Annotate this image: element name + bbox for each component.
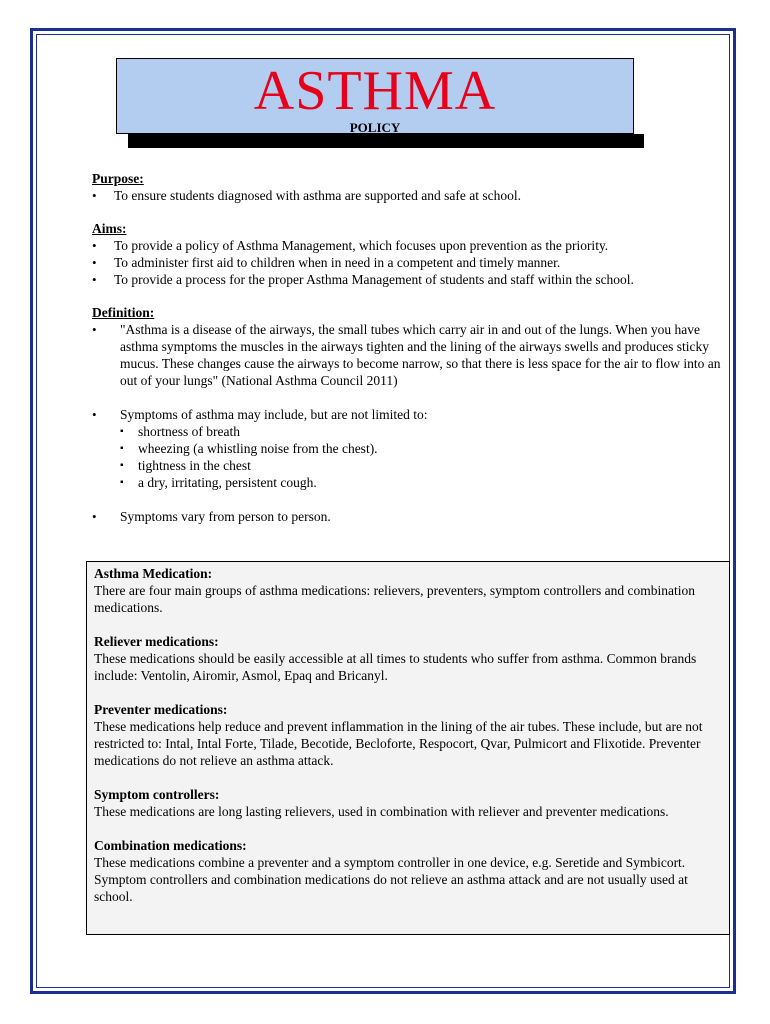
reliever-heading: Reliever medications: <box>94 634 219 649</box>
bullet-icon: • <box>92 188 97 203</box>
purpose-item: To ensure students diagnosed with asthma are supported and safe at school. <box>114 188 521 203</box>
preventer-heading: Preventer medications: <box>94 702 228 717</box>
list-item <box>120 440 722 457</box>
bullet-icon: • <box>92 509 97 524</box>
combination-heading: Combination medications: <box>94 838 247 853</box>
aims-section <box>92 220 722 288</box>
medication-intro-block <box>94 565 723 616</box>
symptoms-vary: Symptoms vary from person to person. <box>120 509 331 524</box>
list-item <box>120 423 722 440</box>
policy-content <box>92 170 722 541</box>
symptoms-list <box>120 423 722 491</box>
square-bullet-icon: ▪ <box>120 426 124 437</box>
medication-heading: Asthma Medication: <box>94 566 213 581</box>
bullet-icon: • <box>92 238 97 253</box>
bullet-icon: • <box>92 272 97 287</box>
definition-heading: Definition: <box>92 305 155 320</box>
controllers-heading: Symptom controllers: <box>94 787 220 802</box>
aims-item: To administer first aid to children when in need in a competent and timely manner. <box>114 255 561 270</box>
list-item <box>92 187 722 204</box>
list-item <box>120 457 722 474</box>
bullet-icon: • <box>92 407 97 422</box>
symptom-item: a dry, irritating, persistent cough. <box>138 475 317 490</box>
combination-note: Symptom controllers and combination medications do not relieve an asthma attack and are not usually used at school. <box>94 872 688 904</box>
list-item <box>120 474 722 491</box>
title-shadow <box>128 134 644 148</box>
purpose-heading: Purpose: <box>92 171 144 186</box>
definition-quote: "Asthma is a disease of the airways, the small tubes which carry air in and out of the lungs. When you have asthma symptoms the muscles in the airways tighten and the lining of the airways swells and produces sticky mucus. These changes cause the airways to become narrow, so that there is less space for the air to flow into an out of your lungs" (National Asthma Council 2011) <box>120 322 721 388</box>
page-title: ASTHMA <box>253 60 497 122</box>
preventer-block <box>94 701 723 769</box>
square-bullet-icon: ▪ <box>120 443 124 454</box>
bullet-icon: • <box>92 322 97 337</box>
reliever-text: These medications should be easily accessible at all times to students who suffer from asthma. Common brands include: Ventolin, Airomir, Asmol, Epaq and Bricanyl. <box>94 651 697 683</box>
symptoms-intro: Symptoms of asthma may include, but are not limited to: <box>120 407 428 422</box>
bullet-icon: • <box>92 255 97 270</box>
list-item <box>92 508 722 525</box>
list-item <box>92 406 722 423</box>
title-banner <box>116 58 634 134</box>
aims-item: To provide a process for the proper Asthma Management of students and staff within the school. <box>114 272 634 287</box>
medication-intro: There are four main groups of asthma medications: relievers, preventers, symptom controllers and combination medications. <box>94 583 695 615</box>
aims-item: To provide a policy of Asthma Management, which focuses upon prevention as the priority. <box>114 238 609 253</box>
definition-section <box>92 304 722 525</box>
medication-box <box>86 561 730 935</box>
purpose-section <box>92 170 722 204</box>
list-item <box>92 237 722 254</box>
symptom-item: shortness of breath <box>138 424 240 439</box>
combination-block <box>94 837 723 905</box>
list-item <box>92 271 722 288</box>
square-bullet-icon: ▪ <box>120 460 124 471</box>
preventer-text: These medications help reduce and prevent inflammation in the lining of the air tubes. These include, but are not restricted to: Intal, Intal Forte, Tilade, Becotide, Becloforte, Respocort, Qvar, Pulmicort and Flixotide. Preventer medications do not relieve an asthma attack. <box>94 719 703 768</box>
controllers-text: These medications are long lasting relievers, used in combination with reliever and preventer medications. <box>94 804 669 819</box>
page-subtitle: POLICY <box>349 120 401 135</box>
square-bullet-icon: ▪ <box>120 477 124 488</box>
list-item <box>92 321 722 389</box>
symptom-item: tightness in the chest <box>138 458 251 473</box>
combination-text: These medications combine a preventer and a symptom controller in one device, e.g. Seretide and Symbicort. <box>94 855 686 870</box>
list-item <box>92 254 722 271</box>
reliever-block <box>94 633 723 684</box>
controllers-block <box>94 786 723 820</box>
aims-heading: Aims: <box>92 221 127 236</box>
symptom-item: wheezing (a whistling noise from the chest). <box>138 441 378 456</box>
